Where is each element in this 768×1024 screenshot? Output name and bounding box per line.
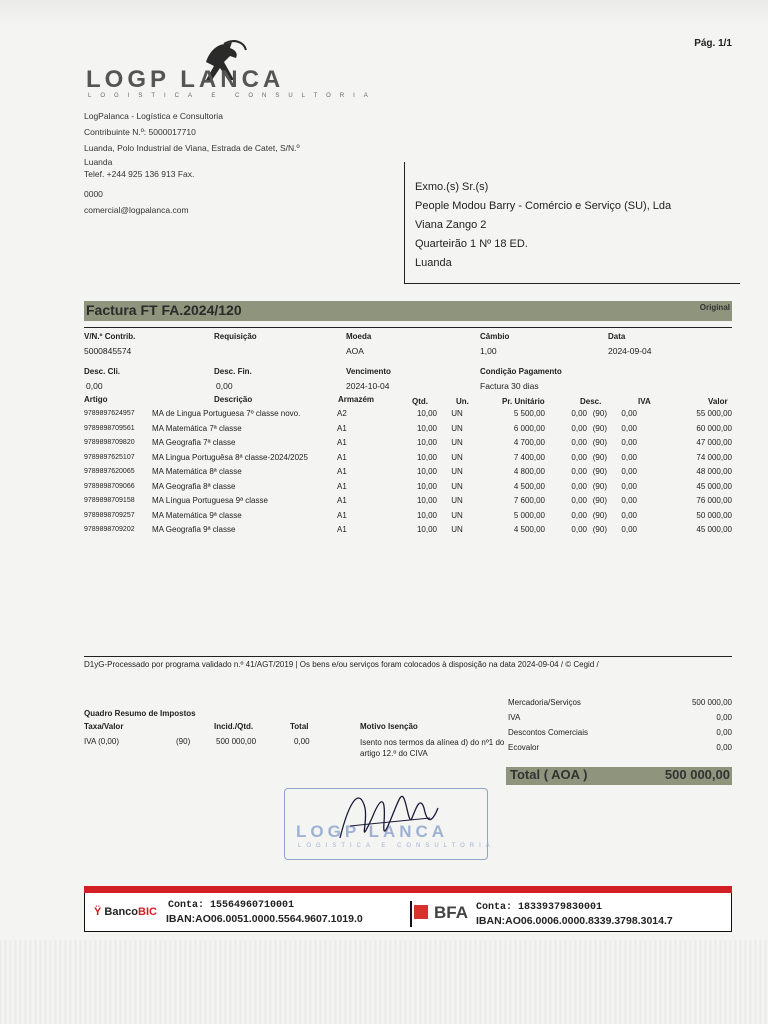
cell-desc2: 0,00 bbox=[571, 423, 587, 433]
cell-arm: A1 bbox=[337, 452, 347, 462]
cell-arm: A1 bbox=[337, 467, 347, 476]
certification-note: D1yG-Processado por programa validado n.º 41/AGT/2019 | Os bens e/ou serviços foram colocados à disposição na data 2024-09-04 / © Cegid / bbox=[84, 660, 599, 669]
cell-tax: (90) bbox=[592, 409, 607, 418]
tax-rate: IVA (0,00) bbox=[84, 737, 119, 746]
company-nif: Contribuinte N.º: 5000017710 bbox=[84, 127, 196, 137]
cell-pr: 5 500,00 bbox=[513, 409, 545, 418]
cell-pr: 5 000,00 bbox=[513, 510, 545, 520]
cell-un: UN bbox=[451, 496, 463, 505]
tax-col-taxa: Taxa/Valor bbox=[84, 722, 124, 731]
cell-pr: 7 600,00 bbox=[513, 496, 545, 505]
contrib-label: V/N.º Contrib. bbox=[84, 332, 136, 341]
cell-tax: (90) bbox=[592, 423, 607, 433]
cell-iva: 0,00 bbox=[621, 452, 637, 462]
col-descricao: Descrição bbox=[214, 395, 253, 404]
bic-mark-icon: Ÿ bbox=[94, 906, 105, 918]
condicao-value: Factura 30 dias bbox=[480, 381, 539, 391]
tax-col-incid: Incid./Qtd. bbox=[214, 722, 254, 731]
cell-un: UN bbox=[451, 409, 463, 418]
vencimento-value: 2024-10-04 bbox=[346, 381, 390, 391]
company-phone: Telef. +244 925 136 913 Fax. bbox=[84, 169, 195, 179]
cell-iva: 0,00 bbox=[621, 510, 637, 520]
table-row bbox=[82, 467, 734, 482]
cell-pr: 6 000,00 bbox=[513, 423, 545, 433]
cell-pr: 4 700,00 bbox=[513, 438, 545, 447]
cell-tax: (90) bbox=[592, 510, 607, 520]
cell-qtd: 10,00 bbox=[416, 496, 437, 505]
cell-desc: MA Língua Portuguesa 9ª classe bbox=[152, 496, 268, 505]
tax-incidence: 500 000,00 bbox=[216, 737, 257, 746]
recipient-name: People Modou Barry - Comércio e Serviço (SU), Lda bbox=[415, 200, 672, 212]
cell-iva: 0,00 bbox=[621, 481, 637, 491]
cell-pr: 4 500,00 bbox=[513, 481, 545, 491]
summary-row bbox=[508, 740, 732, 755]
page-number: Pág. 1/1 bbox=[694, 38, 732, 49]
stamp-tagline: LOGISTICA E CONSULTORIA bbox=[298, 843, 495, 849]
cell-desc: MA Matemática 8ª classe bbox=[152, 467, 242, 476]
col-preco: Pr. Unitário bbox=[502, 397, 545, 406]
cell-pr: 4 800,00 bbox=[513, 467, 545, 476]
cell-desc2: 0,00 bbox=[571, 467, 587, 476]
cell-tax: (90) bbox=[592, 496, 607, 505]
items-table bbox=[82, 409, 734, 540]
col-iva: IVA bbox=[638, 397, 651, 406]
vencimento-label: Vencimento bbox=[346, 367, 391, 376]
requisicao-label: Requisição bbox=[214, 332, 257, 341]
cell-code: 9789898709561 bbox=[84, 424, 135, 432]
recipient-street: Viana Zango 2 bbox=[415, 219, 487, 231]
cell-iva: 0,00 bbox=[621, 438, 637, 447]
table-row bbox=[82, 453, 734, 468]
desc-cli-value: 0,00 bbox=[86, 381, 103, 391]
cell-valor: 45 000,00 bbox=[696, 525, 732, 534]
bfa-iban: IBAN:AO06.0006.0000.8339.3798.3014.7 bbox=[476, 915, 673, 927]
tax-summary-title: Quadro Resumo de Impostos bbox=[84, 709, 196, 718]
cell-code: 9789897620065 bbox=[84, 468, 135, 475]
company-fax: 0000 bbox=[84, 189, 103, 199]
divider bbox=[84, 327, 732, 328]
cell-code: 9789898709820 bbox=[84, 439, 135, 446]
cell-valor: 60 000,00 bbox=[696, 423, 732, 433]
bfa-logo: BFA bbox=[434, 903, 468, 922]
bic-logo-b: BIC bbox=[138, 906, 157, 918]
summary-value: 0,00 bbox=[716, 728, 732, 737]
cell-pr: 7 400,00 bbox=[513, 452, 545, 462]
summary-row bbox=[508, 695, 732, 710]
col-armazem: Armazém bbox=[338, 395, 375, 404]
banco-bic-logo bbox=[94, 906, 157, 918]
bic-logo-a: Banco bbox=[104, 906, 139, 918]
summary-row bbox=[508, 710, 732, 725]
cell-tax: (90) bbox=[592, 452, 607, 462]
cell-iva: 0,00 bbox=[621, 496, 637, 505]
cell-qtd: 10,00 bbox=[416, 481, 437, 491]
tax-exemption-reason: Isento nos termos da alínea d) do nº1 do artigo 12.º do CIVA bbox=[360, 738, 505, 758]
logo-wordmark: LOGP LANCA bbox=[86, 66, 285, 93]
cell-iva: 0,00 bbox=[621, 409, 637, 418]
cell-desc: MA Geografia 9ª classe bbox=[152, 525, 236, 534]
cell-arm: A1 bbox=[337, 423, 347, 433]
company-info bbox=[84, 108, 384, 218]
data-value: 2024-09-04 bbox=[608, 346, 652, 356]
cell-code: 9789897625107 bbox=[84, 453, 135, 461]
table-row bbox=[82, 438, 734, 453]
table-row bbox=[82, 409, 734, 424]
recipient-address bbox=[404, 162, 740, 284]
bic-iban: IBAN:AO06.0051.0000.5564.9607.1019.0 bbox=[166, 913, 363, 925]
cell-arm: A1 bbox=[337, 496, 347, 505]
cell-qtd: 10,00 bbox=[416, 467, 437, 476]
cell-code: 9789898709257 bbox=[84, 511, 135, 519]
data-label: Data bbox=[608, 332, 626, 341]
cell-desc2: 0,00 bbox=[571, 409, 587, 418]
invoice-title: Factura FT FA.2024/120 bbox=[86, 302, 242, 318]
logo-tagline: LOGISTICA E CONSULTORIA bbox=[88, 93, 377, 99]
moeda-value: AOA bbox=[346, 346, 364, 356]
table-row bbox=[82, 482, 734, 497]
cell-arm: A1 bbox=[337, 510, 347, 520]
cell-iva: 0,00 bbox=[621, 423, 637, 433]
col-qtd: Qtd. bbox=[412, 397, 428, 406]
col-valor: Valor bbox=[708, 397, 728, 406]
cell-qtd: 10,00 bbox=[416, 438, 437, 447]
cell-valor: 50 000,00 bbox=[696, 510, 732, 520]
summary-row bbox=[508, 725, 732, 740]
cell-desc2: 0,00 bbox=[571, 496, 587, 505]
cell-desc: MA Matemática 9ª classe bbox=[152, 510, 242, 520]
recipient-city: Luanda bbox=[415, 257, 452, 269]
cell-un: UN bbox=[451, 525, 463, 534]
tax-col-motivo: Motivo Isenção bbox=[360, 722, 418, 731]
cell-tax: (90) bbox=[592, 467, 607, 476]
cell-un: UN bbox=[451, 423, 463, 433]
cell-valor: 74 000,00 bbox=[696, 452, 732, 462]
desc-cli-label: Desc. Cli. bbox=[84, 367, 121, 376]
original-label: Original bbox=[699, 303, 730, 312]
cell-qtd: 10,00 bbox=[416, 510, 437, 520]
stamp-wordmark: LOGP LANCA bbox=[296, 822, 449, 841]
cell-un: UN bbox=[451, 481, 463, 491]
cell-arm: A1 bbox=[337, 525, 347, 534]
cell-pr: 4 500,00 bbox=[513, 525, 545, 534]
cell-un: UN bbox=[451, 510, 463, 520]
tax-total: 0,00 bbox=[294, 737, 310, 746]
cell-valor: 76 000,00 bbox=[696, 496, 732, 505]
cell-desc2: 0,00 bbox=[571, 438, 587, 447]
total-value: 500 000,00 bbox=[664, 767, 730, 782]
cell-code: 9789898709066 bbox=[84, 482, 135, 490]
bank-red-stripe bbox=[84, 886, 732, 893]
table-row bbox=[82, 424, 734, 439]
cambio-label: Câmbio bbox=[480, 332, 510, 341]
signature-icon bbox=[320, 778, 450, 858]
summary-label: Ecovalor bbox=[508, 743, 540, 752]
cell-desc2: 0,00 bbox=[571, 452, 587, 462]
cell-un: UN bbox=[451, 467, 463, 476]
divider bbox=[84, 656, 732, 657]
cell-valor: 47 000,00 bbox=[696, 438, 732, 447]
desc-fin-label: Desc. Fin. bbox=[214, 367, 252, 376]
company-name: LogPalanca - Logística e Consultoria bbox=[84, 111, 223, 121]
scan-artifact-bottom bbox=[0, 940, 768, 1024]
bic-account: Conta: 15564960710001 bbox=[168, 900, 295, 911]
cell-tax: (90) bbox=[592, 525, 607, 534]
cell-desc: MA Geografia 8ª classe bbox=[152, 481, 236, 491]
cell-desc2: 0,00 bbox=[571, 481, 587, 491]
summary-value: 0,00 bbox=[716, 713, 732, 722]
tax-code: (90) bbox=[176, 737, 191, 746]
bfa-account: Conta: 18339379830001 bbox=[476, 902, 603, 913]
summary-value: 0,00 bbox=[716, 743, 732, 752]
summary-label: Descontos Comerciais bbox=[508, 728, 589, 737]
summary-value: 500 000,00 bbox=[691, 698, 732, 707]
cell-desc2: 0,00 bbox=[571, 525, 587, 534]
company-email[interactable]: comercial@logpalanca.com bbox=[84, 205, 189, 215]
company-city: Luanda bbox=[84, 157, 113, 167]
table-row bbox=[82, 511, 734, 526]
summary-label: Mercadoria/Serviços bbox=[508, 698, 581, 707]
cell-code: 9789897624957 bbox=[84, 410, 135, 417]
cell-iva: 0,00 bbox=[621, 467, 637, 476]
total-label: Total ( AOA ) bbox=[510, 767, 588, 782]
desc-fin-value: 0,00 bbox=[216, 381, 233, 391]
cell-valor: 45 000,00 bbox=[696, 481, 732, 491]
tax-col-total: Total bbox=[290, 722, 309, 731]
summary-label: IVA bbox=[508, 713, 521, 722]
cell-desc2: 0,00 bbox=[571, 510, 587, 520]
company-address: Luanda, Polo Industrial de Viana, Estrada de Catet, S/N.º bbox=[84, 143, 300, 153]
recipient-block: Quarteirão 1 Nº 18 ED. bbox=[415, 238, 528, 250]
cambio-value: 1,00 bbox=[480, 346, 497, 356]
cell-desc: MA Lingua Portuguêsa 8ª classe-2024/2025 bbox=[152, 452, 308, 462]
cell-desc: MA Geografia 7ª classe bbox=[152, 438, 236, 447]
cell-code: 9789898709158 bbox=[84, 497, 135, 504]
bfa-mark-icon bbox=[414, 905, 428, 919]
cell-tax: (90) bbox=[592, 481, 607, 491]
contrib-value: 5000845574 bbox=[84, 346, 132, 356]
cell-valor: 48 000,00 bbox=[696, 467, 732, 476]
cell-code: 9789898709202 bbox=[84, 526, 135, 533]
cell-qtd: 10,00 bbox=[416, 452, 437, 462]
cell-desc: MA de Lingua Portuguesa 7º classe novo. bbox=[152, 409, 301, 418]
cell-iva: 0,00 bbox=[621, 525, 637, 534]
cell-qtd: 10,00 bbox=[416, 525, 437, 534]
cell-arm: A1 bbox=[337, 438, 347, 447]
col-un: Un. bbox=[456, 397, 469, 406]
scan-artifact-top bbox=[0, 0, 768, 26]
table-row bbox=[82, 496, 734, 511]
cell-qtd: 10,00 bbox=[416, 409, 437, 418]
col-desc: Desc. bbox=[580, 397, 602, 406]
totals-summary bbox=[508, 695, 732, 755]
cell-arm: A2 bbox=[337, 409, 347, 418]
cell-arm: A1 bbox=[337, 481, 347, 491]
cell-tax: (90) bbox=[592, 438, 607, 447]
recipient-salutation: Exmo.(s) Sr.(s) bbox=[415, 181, 489, 193]
cell-un: UN bbox=[451, 438, 463, 447]
table-row bbox=[82, 525, 734, 540]
cell-desc: MA Matemática 7ª classe bbox=[152, 423, 242, 433]
cell-valor: 55 000,00 bbox=[696, 409, 732, 418]
cell-qtd: 10,00 bbox=[416, 423, 437, 433]
cell-un: UN bbox=[451, 452, 463, 462]
condicao-label: Condição Pagamento bbox=[480, 367, 562, 376]
col-artigo: Artigo bbox=[84, 395, 108, 404]
moeda-label: Moeda bbox=[346, 332, 372, 341]
